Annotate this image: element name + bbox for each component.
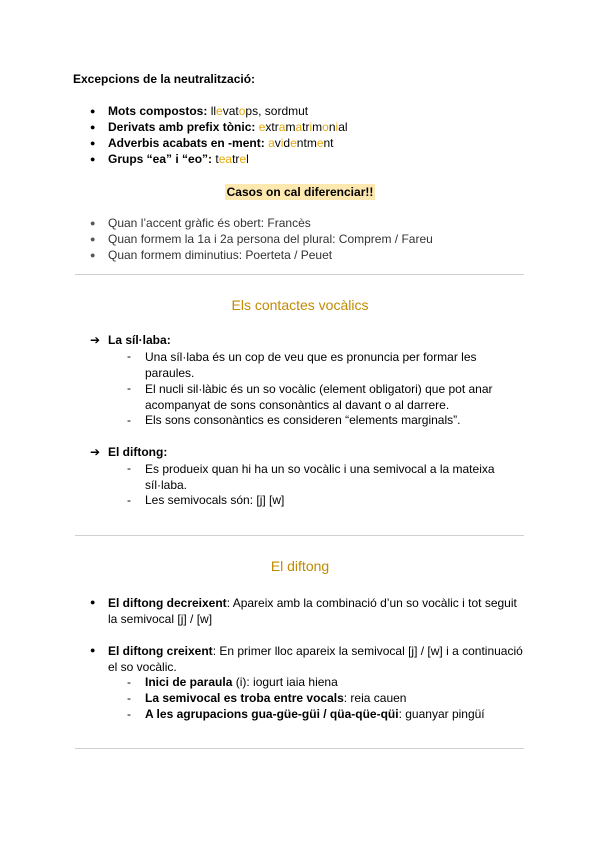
highlighted-letter: a	[268, 136, 275, 150]
example-text: nt	[296, 136, 307, 150]
highlighted-letter: e	[258, 120, 266, 134]
dash-icon: -	[127, 707, 131, 721]
example-text: m	[312, 120, 323, 134]
neutral-item	[108, 104, 308, 118]
highlighted-letter: e	[316, 136, 324, 150]
neutral-title: Excepcions de la neutralització:	[73, 72, 256, 86]
sub-label: La semivocal es troba entre vocals	[145, 691, 344, 705]
example-text: t	[215, 152, 219, 166]
example-text: al	[338, 120, 348, 134]
bullet-icon: ●	[90, 250, 96, 260]
highlighted-letter: a	[278, 120, 286, 134]
neutral-item-label: Grups “ea” i “eo”:	[108, 152, 213, 166]
example-text: m	[285, 120, 296, 134]
arrow-icon: ➔	[90, 445, 101, 459]
highlighted-letter: a	[225, 152, 233, 166]
highlighted-letter: a	[295, 120, 303, 134]
sillaba-item-3: Els sons consonàntics es consideren “elements marginals”.	[145, 413, 461, 427]
dash-icon: -	[127, 349, 131, 363]
bullet-icon: ●	[90, 234, 96, 244]
diftong-label: El diftong:	[108, 445, 168, 459]
neutral-item-label: Derivats amb prefix tònic:	[108, 120, 256, 134]
bullet-icon: ●	[90, 106, 96, 116]
example-text: l	[246, 152, 249, 166]
sub-text: : guanyar pingüí	[398, 707, 485, 721]
casos-heading: Casos on cal diferenciar!!	[226, 185, 374, 199]
neutral-item	[108, 136, 334, 150]
example-text: m	[306, 136, 317, 150]
example-text: tr	[302, 120, 310, 134]
highlighted-letter: i	[280, 136, 284, 150]
creixent-sub-3	[145, 707, 485, 721]
example-text: ps	[245, 104, 259, 118]
highlighted-letter: e	[290, 136, 297, 150]
creixent-paragraph	[108, 643, 533, 675]
dash-icon: -	[127, 675, 131, 689]
example-text: xtr	[265, 120, 279, 134]
example-text: v	[274, 136, 281, 150]
diftong-item-1: Es produeix quan hi ha un so vocàlic i una semivocal a la mateixa síl·laba.	[145, 462, 495, 492]
creixent-sub-1	[145, 675, 338, 689]
neutral-item-label: Mots compostos:	[108, 104, 208, 118]
arrow-icon: ➔	[90, 333, 101, 347]
sub-text: : reia cauen	[343, 691, 407, 705]
dash-icon: -	[127, 691, 131, 705]
divider-3	[75, 748, 524, 749]
highlighted-letter: e	[218, 152, 226, 166]
example-text: , sordmut	[258, 104, 309, 118]
example-text: n	[328, 120, 336, 134]
diftong-heading: El diftong	[270, 558, 330, 574]
dash-icon: -	[127, 461, 131, 475]
sillaba-item-2: El nucli sil·làbic és un so vocàlic (element obligatori) que pot anar acompanyat de sons consonàntics al davant o al darrere.	[145, 382, 493, 412]
sillaba-label: La síl·laba:	[108, 333, 171, 347]
dash-icon: -	[127, 493, 131, 507]
casos-item: Quan formem diminutius: Poerteta / Peuet	[108, 248, 333, 262]
example-text: d	[283, 136, 291, 150]
diftong-item-2: Les semivocals són: [j] [w]	[145, 493, 285, 507]
bullet-icon: ●	[90, 154, 96, 164]
decreixent-text: : Apareix amb la combinació d’un so vocàlic i tot seguit la semivocal [j] / [w]	[108, 596, 517, 626]
divider-1	[75, 274, 524, 275]
example-text: vat	[222, 104, 239, 118]
neutral-item-label: Adverbis acabats en -ment:	[108, 136, 265, 150]
sub-label: Inici de paraula	[145, 675, 233, 689]
bullet-icon: ●	[90, 218, 96, 228]
example-text: tr	[232, 152, 240, 166]
bullet-icon: ●	[90, 138, 96, 148]
dash-icon: -	[127, 381, 131, 395]
highlighted-letter: e	[239, 152, 247, 166]
casos-item: Quan formem la 1a i 2a persona del plural: Comprem / Fareu	[108, 232, 433, 246]
creixent-label: El diftong creixent	[108, 644, 213, 658]
sillaba-item-1: Una síl·laba és un cop de veu que es pronuncia per formar les paraules.	[145, 350, 477, 380]
highlighted-letter: i	[335, 120, 339, 134]
example-text: nt	[323, 136, 334, 150]
bullet-icon: ●	[90, 645, 96, 655]
neutral-item	[108, 120, 348, 134]
creixent-text: : En primer lloc apareix la semivocal [j] / [w] i a continuació el so vocàlic.	[108, 644, 523, 674]
bullet-icon: ●	[90, 597, 96, 607]
sub-label: A les agrupacions gua-güe-güi / qüa-qüe-qüi	[145, 707, 399, 721]
decreixent-label: El diftong decreixent	[108, 596, 227, 610]
highlighted-letter: o	[322, 120, 329, 134]
neutral-item	[108, 152, 249, 166]
highlighted-letter: e	[216, 104, 223, 118]
dash-icon: -	[127, 413, 131, 427]
sub-text: (i): iogurt iaia hiena	[232, 675, 338, 689]
highlighted-letter: o	[238, 104, 246, 118]
example-text: ll	[210, 104, 217, 118]
casos-item: Quan l’accent gràfic és obert: Francès	[108, 216, 311, 230]
highlighted-letter: i	[309, 120, 313, 134]
contactes-heading: Els contactes vocàlics	[231, 297, 369, 313]
casos-heading-wrap	[0, 185, 600, 199]
decreixent-paragraph	[108, 595, 528, 627]
bullet-icon: ●	[90, 122, 96, 132]
creixent-sub-2	[145, 691, 406, 705]
divider-2	[75, 535, 524, 536]
